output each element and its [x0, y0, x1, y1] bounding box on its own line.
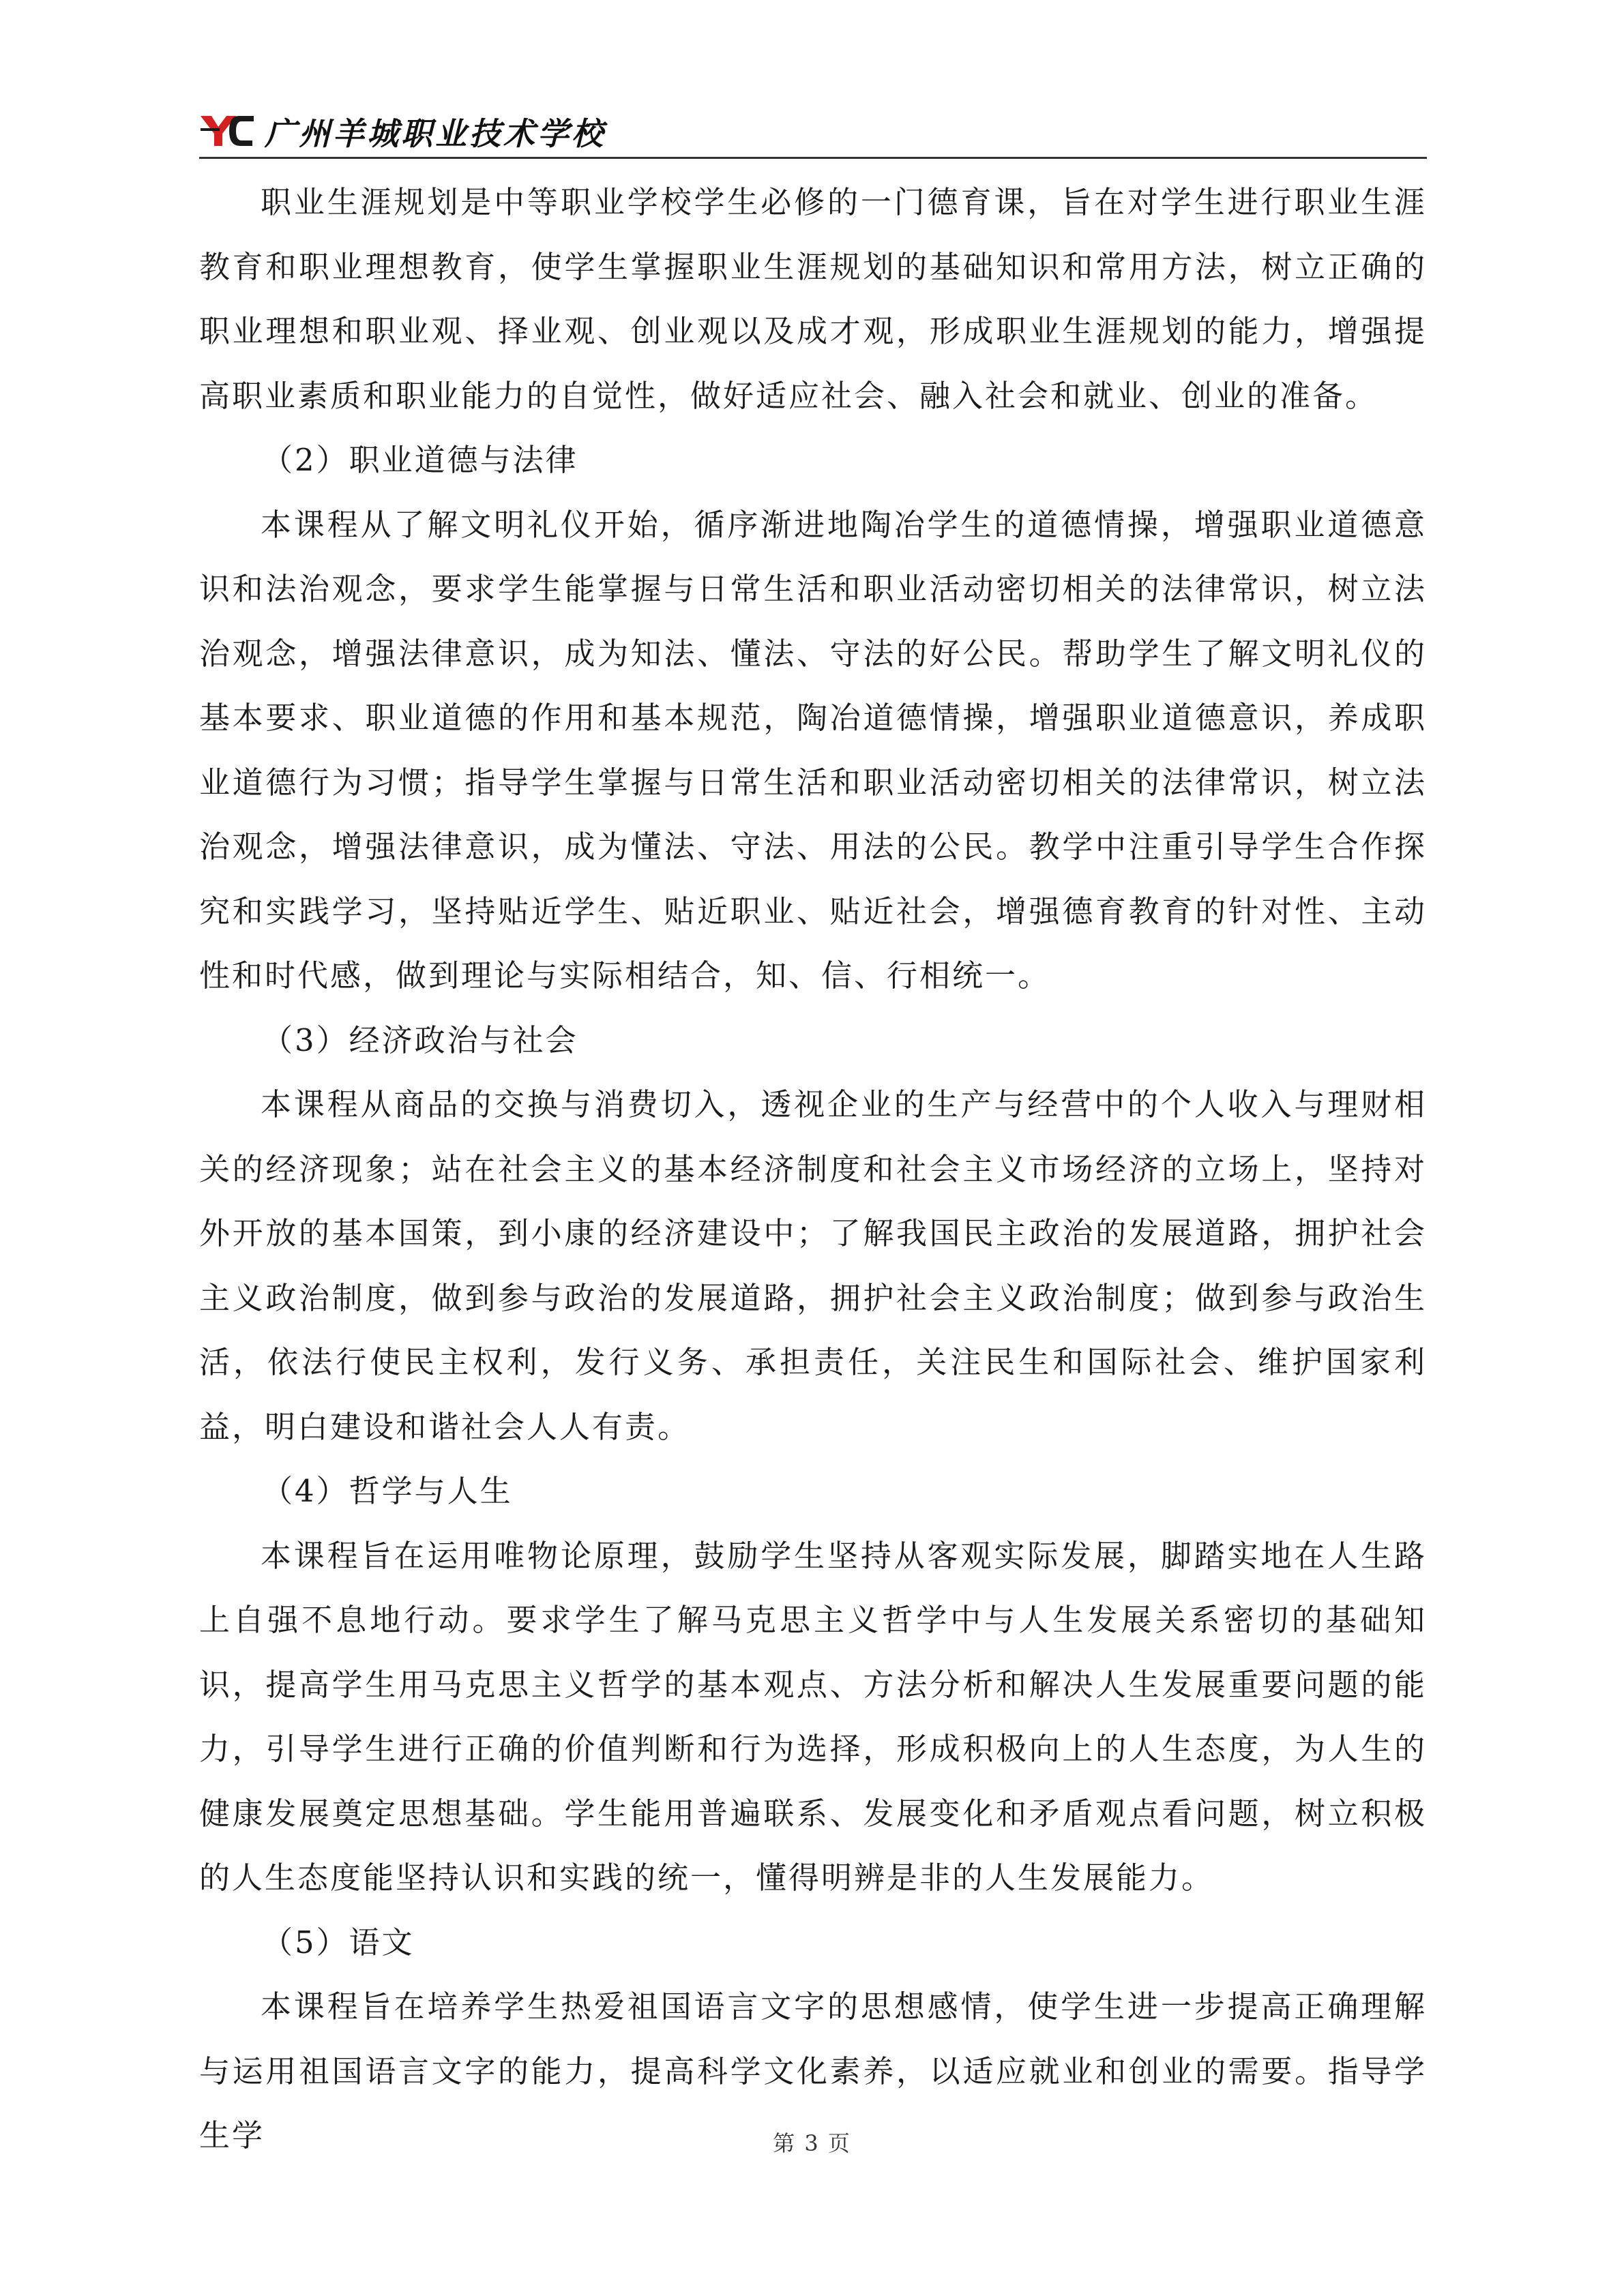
school-logo: [199, 113, 255, 149]
document-body: [199, 170, 1427, 2168]
page-number: 第 3 页: [773, 2130, 851, 2156]
page-header: [199, 108, 1427, 155]
section-heading-ethics-law: （2）职业道德与法律: [262, 442, 578, 478]
school-name: 广州羊城职业技术学校: [265, 115, 606, 152]
header-divider: [199, 157, 1427, 159]
paragraph-chinese: 本课程旨在培养学生热爱祖国语言文字的思想感情，使学生进一步提高正确理解与运用祖国语言文字的能力，提高科学文化素养，以适应就业和创业的需要。指导学生学: [199, 1988, 1427, 2153]
paragraph-philosophy: 本课程旨在运用唯物论原理，鼓励学生坚持从客观实际发展，脚踏实地在人生路上自强不息地行动。要求学生了解马克思主义哲学中与人生发展关系密切的基础知识，提高学生用马克思主义哲学的基本观点、方法分析和解决人生发展重要问题的能力，引导学生进行正确的价值判断和行为选择，形成积极向上的人生态度，为人生的健康发展奠定思想基础。学生能用普遍联系、发展变化和矛盾观点看问题，树立积极的人生态度能坚持认识和实践的统一，懂得明辨是非的人生发展能力。: [199, 1537, 1427, 1896]
section-heading-chinese: （5）语文: [262, 1924, 415, 1960]
section-heading-philosophy: （4）哲学与人生: [262, 1473, 513, 1509]
section-heading-economics-politics: （3）经济政治与社会: [262, 1022, 578, 1058]
paragraph-career-planning: 职业生涯规划是中等职业学校学生必修的一门德育课，旨在对学生进行职业生涯教育和职业理想教育，使学生掌握职业生涯规划的基础知识和常用方法，树立正确的职业理想和职业观、择业观、创业观以及成才观，形成职业生涯规划的能力，增强提高职业素质和职业能力的自觉性，做好适应社会、融入社会和就业、创业的准备。: [199, 184, 1427, 414]
paragraph-ethics-law: 本课程从了解文明礼仪开始，循序渐进地陶冶学生的道德情操，增强职业道德意识和法治观念，要求学生能掌握与日常生活和职业活动密切相关的法律常识，树立法治观念，增强法律意识，成为知法、懂法、守法的好公民。帮助学生了解文明礼仪的基本要求、职业道德的作用和基本规范，陶冶道德情操，增强职业道德意识，养成职业道德行为习惯；指导学生掌握与日常生活和职业活动密切相关的法律常识，树立法治观念，增强法律意识，成为懂法、守法、用法的公民。教学中注重引导学生合作探究和实践学习，坚持贴近学生、贴近职业、贴近社会，增强德育教育的针对性、主动性和时代感，做到理论与实际相结合，知、信、行相统一。: [199, 506, 1427, 994]
paragraph-economics-politics: 本课程从商品的交换与消费切入，透视企业的生产与经营中的个人收入与理财相关的经济现象；站在社会主义的基本经济制度和社会主义市场经济的立场上，坚持对外开放的基本国策，到小康的经济建设中；了解我国民主政治的发展道路，拥护社会主义政治制度，做到参与政治的发展道路，拥护社会主义政治制度；做到参与政治生活，依法行使民主权利，发行义务、承担责任，关注民生和国际社会、维护国家利益，明白建设和谐社会人人有责。: [199, 1086, 1427, 1445]
